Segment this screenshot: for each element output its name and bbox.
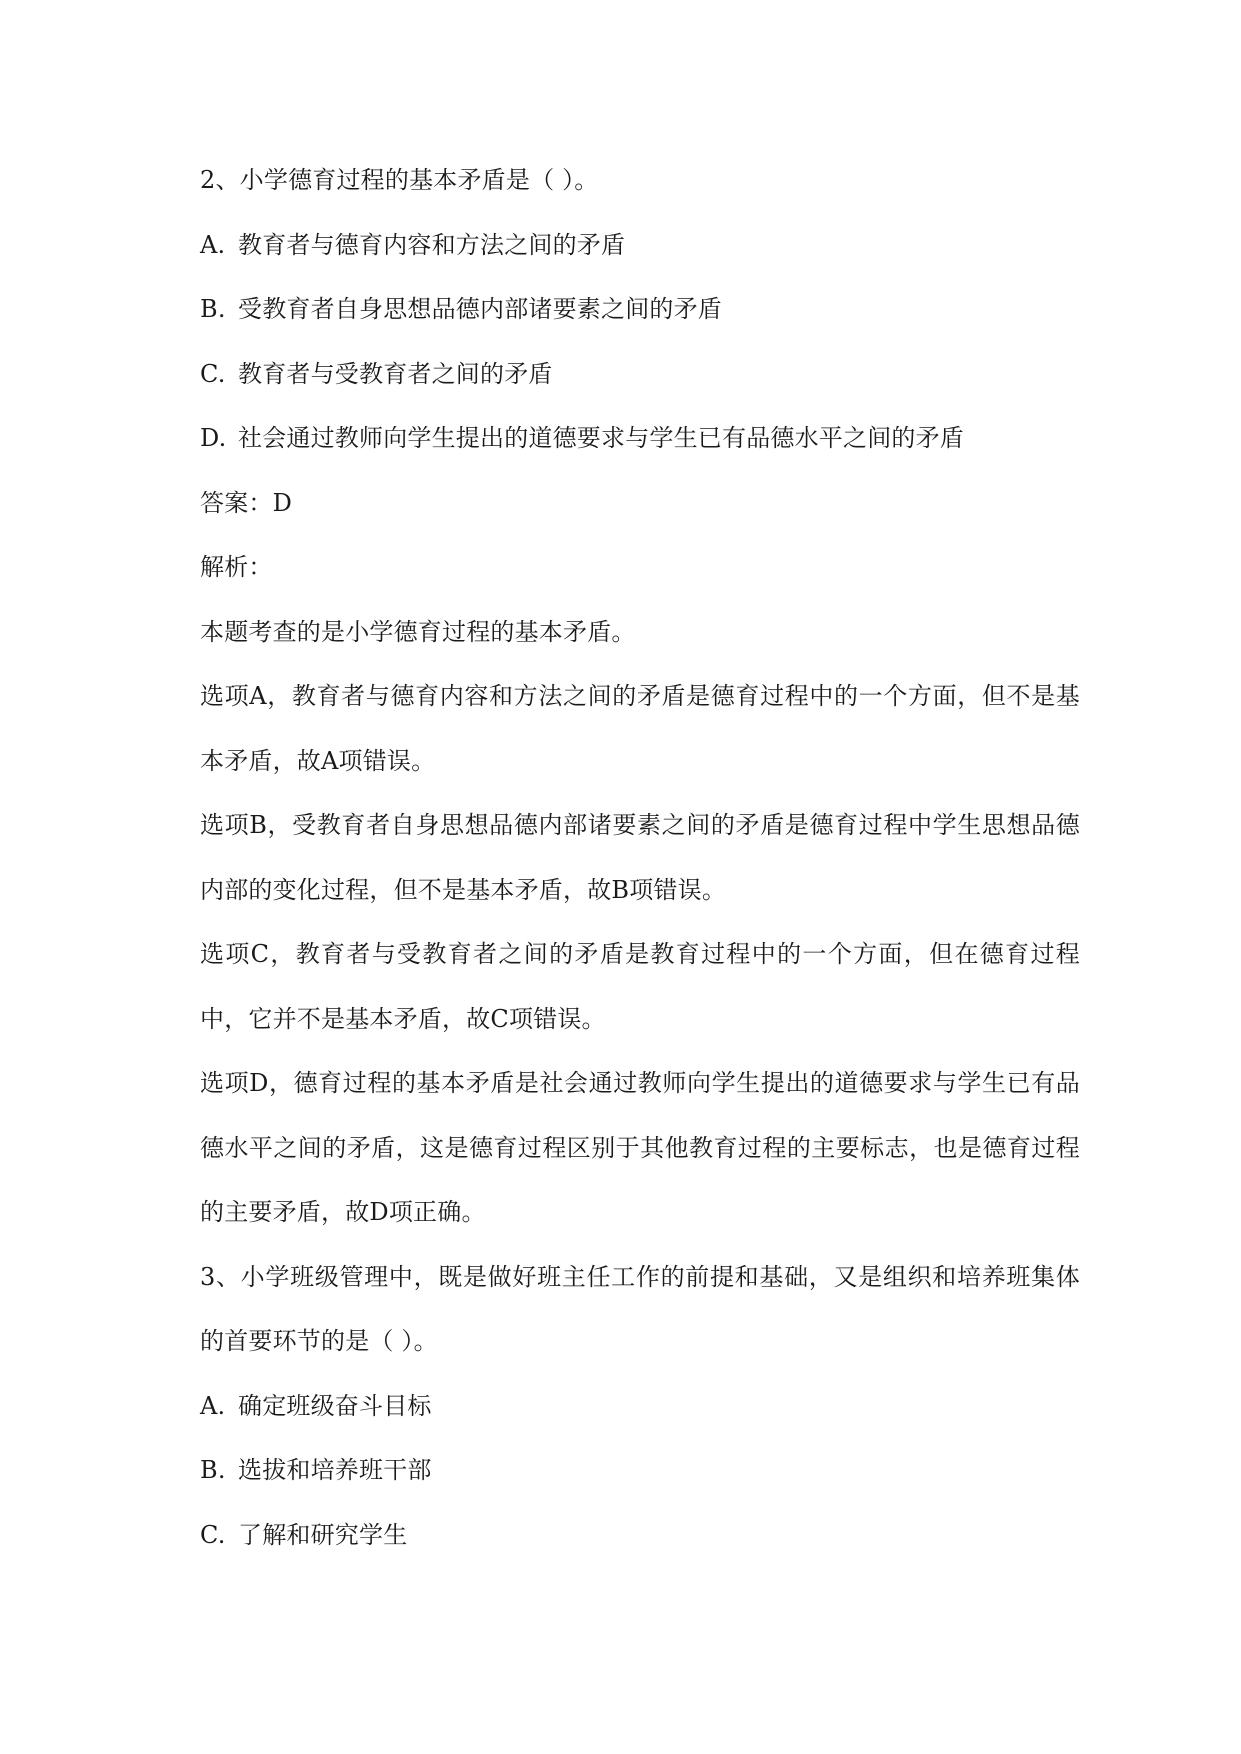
option-letter: C. [200, 359, 226, 388]
analysis-label: 解析： [200, 553, 273, 581]
analysis-paragraph: 选项C，教育者与受教育者之间的矛盾是教育过程中的一个方面，但在德育过程中，它并不是基本矛盾，故C项错误。 [200, 940, 1080, 1033]
question-2-stem: 2、小学德育过程的基本矛盾是（ ）。 [200, 166, 599, 194]
analysis-paragraph: 本题考查的是小学德育过程的基本矛盾。 [200, 617, 636, 646]
option-text: 受教育者自身思想品德内部诸要素之间的矛盾 [238, 295, 722, 323]
question-2-option-c [200, 342, 1080, 407]
option-text: 教育者与受教育者之间的矛盾 [238, 359, 553, 388]
option-letter: D. [200, 424, 227, 452]
page-content [200, 148, 1080, 1567]
option-text: 选拔和培养班干部 [238, 1456, 432, 1484]
option-letter: B. [200, 295, 226, 323]
option-letter: A. [200, 1391, 226, 1420]
question-3-option-a [200, 1374, 1080, 1439]
option-letter: B. [200, 1456, 226, 1484]
question-2-answer: 答案：D [200, 488, 293, 517]
option-text: 社会通过教师向学生提出的道德要求与学生已有品德水平之间的矛盾 [238, 424, 964, 452]
question-3-stem: 3、小学班级管理中，既是做好班主任工作的前提和基础，又是组织和培养班集体的首要环节的是（ ）。 [200, 1262, 1080, 1355]
question-2-option-b [200, 277, 1080, 342]
option-letter: C. [200, 1520, 226, 1549]
question-3-option-c [200, 1503, 1080, 1568]
question-2-option-d [200, 406, 1080, 471]
analysis-paragraph: 选项D，德育过程的基本矛盾是社会通过教师向学生提出的道德要求与学生已有品德水平之间的矛盾，这是德育过程区别于其他教育过程的主要标志，也是德育过程的主要矛盾，故D项正确。 [200, 1069, 1080, 1226]
option-letter: A. [200, 230, 226, 259]
analysis-paragraph: 选项A，教育者与德育内容和方法之间的矛盾是德育过程中的一个方面，但不是基本矛盾，故A项错误。 [200, 682, 1080, 775]
question-2-option-a [200, 213, 1080, 278]
option-text: 确定班级奋斗目标 [238, 1391, 432, 1420]
option-text: 了解和研究学生 [238, 1520, 408, 1549]
question-3-option-b [200, 1438, 1080, 1503]
analysis-paragraph: 选项B，受教育者自身思想品德内部诸要素之间的矛盾是德育过程中学生思想品德内部的变化过程，但不是基本矛盾，故B项错误。 [200, 811, 1080, 904]
option-text: 教育者与德育内容和方法之间的矛盾 [238, 230, 626, 259]
